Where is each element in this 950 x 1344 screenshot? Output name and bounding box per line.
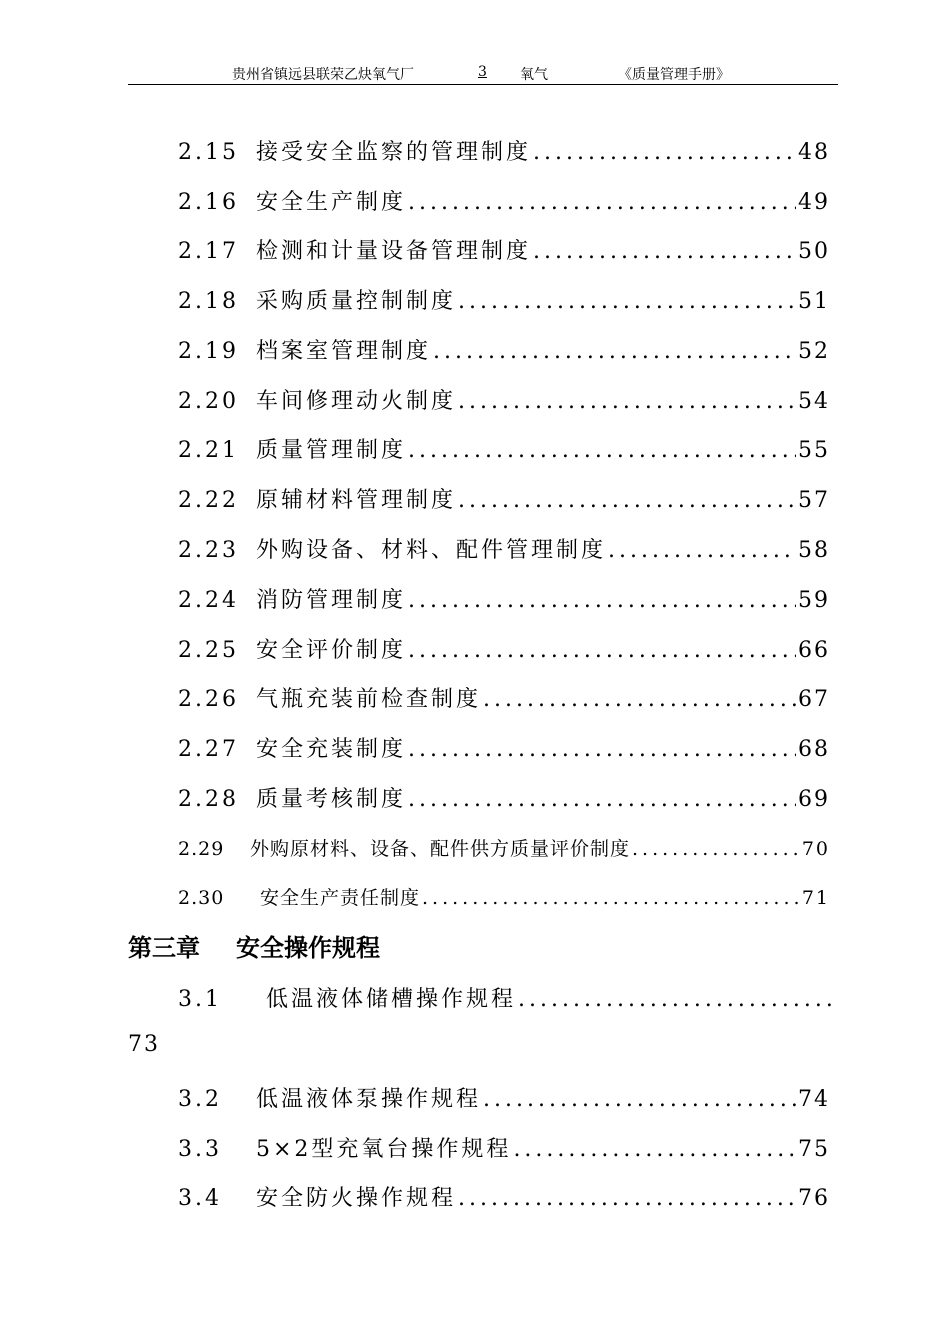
toc-entry[interactable] (178, 732, 830, 762)
toc-leader (458, 389, 796, 414)
toc-entry-number: 2.24 (178, 588, 239, 613)
toc-entry[interactable] (178, 234, 830, 264)
toc-entry[interactable] (178, 583, 830, 613)
toc-entry-page: 55 (798, 438, 830, 463)
toc-entry[interactable] (178, 384, 830, 414)
toc-leader (608, 538, 796, 563)
toc-entry-number: 2.28 (178, 787, 239, 812)
toc-entry-number: 2.17 (178, 239, 239, 264)
toc-entry-page: 71 (801, 887, 830, 909)
toc-entry-title: 原辅材料管理制度 (256, 488, 457, 513)
toc-entry-title: 外购原材料、设备、配件供方质量评价制度 (250, 838, 631, 860)
toc-entry[interactable] (178, 135, 830, 165)
toc-leader (408, 588, 796, 613)
toc-leader (408, 638, 796, 663)
chapter-heading[interactable] (128, 928, 380, 963)
toc-entry[interactable] (178, 883, 830, 913)
toc-leader (408, 190, 796, 215)
page-header (128, 62, 838, 85)
toc-leader (433, 339, 796, 364)
toc-entry-page: 49 (798, 190, 830, 215)
toc-entry[interactable] (178, 782, 830, 812)
toc-entry[interactable] (178, 284, 830, 314)
header-manual-title: 《质量管理手册》 (618, 67, 730, 83)
toc-leader (408, 438, 796, 463)
toc-entry-title: 低温液体储槽操作规程 (266, 987, 517, 1012)
toc-entry[interactable] (178, 1082, 830, 1112)
toc-entry-title: 5×2型充氧台操作规程 (256, 1137, 512, 1162)
toc-entry-title: 安全评价制度 (256, 638, 407, 663)
toc-entry-title: 安全防火操作规程 (256, 1186, 457, 1211)
toc-leader (458, 289, 796, 314)
toc-entry-number: 2.29 (178, 838, 225, 860)
toc-entry-title: 安全生产责任制度 (260, 887, 421, 909)
toc-entry-page: 74 (798, 1087, 830, 1112)
toc-entry-page: 57 (798, 488, 830, 513)
toc-entry-title: 质量管理制度 (256, 438, 407, 463)
toc-entry-page: 51 (798, 289, 830, 314)
toc-entry-page: 76 (798, 1186, 830, 1211)
toc-entry[interactable] (178, 633, 830, 663)
toc-entry-title: 车间修理动火制度 (256, 389, 457, 414)
toc-leader (632, 838, 800, 860)
toc-entry[interactable] (178, 433, 830, 463)
toc-entry-title: 采购质量控制制度 (256, 289, 457, 314)
toc-entry-number: 2.27 (178, 737, 239, 762)
toc-entry-page: 69 (798, 787, 830, 812)
toc-leader (518, 987, 836, 1012)
toc-entry-page: 70 (801, 838, 830, 860)
toc-leader (408, 787, 796, 812)
toc-entry-number: 2.18 (178, 289, 239, 314)
toc-entry-page: 68 (798, 737, 830, 762)
toc-entry[interactable] (178, 533, 830, 563)
toc-entry-number: 3.4 (178, 1186, 222, 1211)
toc-leader (533, 239, 796, 264)
toc-entry-title: 外购设备、材料、配件管理制度 (256, 538, 607, 563)
chapter-title: 安全操作规程 (236, 934, 380, 962)
toc-entry-number: 2.26 (178, 687, 239, 712)
toc-entry-page: 54 (798, 389, 830, 414)
toc-entry-title: 低温液体泵操作规程 (256, 1087, 482, 1112)
toc-entry[interactable] (178, 483, 830, 513)
toc-entry[interactable] (178, 834, 830, 864)
toc-entry-title: 安全生产制度 (256, 190, 407, 215)
toc-entry[interactable] (178, 682, 830, 712)
toc-entry-page: 67 (798, 687, 830, 712)
toc-leader (458, 488, 796, 513)
toc-entry-page: 52 (798, 339, 830, 364)
toc-entry-page: 58 (798, 538, 830, 563)
toc-entry-number: 2.20 (178, 389, 239, 414)
toc-entry-number: 2.15 (178, 140, 239, 165)
toc-entry-number: 2.30 (178, 887, 225, 909)
toc-entry-title: 气瓶充装前检查制度 (256, 687, 482, 712)
toc-entry-number: 2.22 (178, 488, 239, 513)
toc-entry-number: 2.23 (178, 538, 239, 563)
toc-leader (483, 687, 796, 712)
toc-entry-page: 50 (798, 239, 830, 264)
toc-entry[interactable] (178, 1132, 830, 1162)
toc-entry-number: 3.1 (178, 987, 222, 1012)
toc-leader (513, 1137, 796, 1162)
toc-entry-number: 2.25 (178, 638, 239, 663)
toc-entry-title: 质量考核制度 (256, 787, 407, 812)
toc-leader (422, 887, 800, 909)
toc-entry-number: 3.2 (178, 1087, 222, 1112)
toc-entry[interactable] (178, 982, 838, 1012)
toc-leader (408, 737, 796, 762)
header-page-number: 3 (478, 64, 487, 80)
toc-entry-number: 3.3 (178, 1137, 222, 1162)
chapter-label: 第三章 (128, 934, 200, 962)
toc-entry[interactable] (178, 185, 830, 215)
toc-entry-number: 2.19 (178, 339, 239, 364)
toc-entry-title: 档案室管理制度 (256, 339, 432, 364)
toc-entry-page: 59 (798, 588, 830, 613)
toc-leader (533, 140, 796, 165)
toc-entry-page: 66 (798, 638, 830, 663)
header-product: 氧气 (520, 67, 548, 83)
toc-entry-title: 消防管理制度 (256, 588, 407, 613)
toc-entry-title: 接受安全监察的管理制度 (256, 140, 532, 165)
toc-leader (483, 1087, 796, 1112)
toc-entry[interactable] (178, 1181, 830, 1211)
toc-leader (458, 1186, 796, 1211)
header-company: 贵州省镇远县联荣乙炔氧气厂 (232, 67, 414, 83)
toc-entry[interactable] (178, 334, 830, 364)
toc-entry-number: 2.16 (178, 190, 239, 215)
toc-entry-page: 73 (128, 1032, 160, 1057)
toc-entry-page: 75 (798, 1137, 830, 1162)
toc-entry-title: 安全充装制度 (256, 737, 407, 762)
toc-entry-number: 2.21 (178, 438, 239, 463)
toc-entry-page: 48 (798, 140, 830, 165)
toc-entry-title: 检测和计量设备管理制度 (256, 239, 532, 264)
